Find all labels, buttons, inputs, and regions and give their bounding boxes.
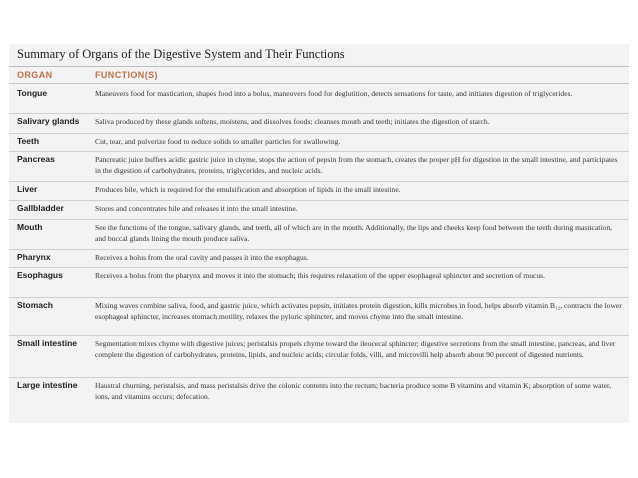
column-header-organ: ORGAN [17, 70, 53, 80]
table-row [9, 220, 629, 250]
table-row [9, 378, 629, 418]
table-row [9, 152, 629, 182]
organ-name: Pancreas [17, 154, 55, 164]
organ-function: Haustral churning, peristalsis, and mass peristalsis drive the colonic contents into the rectum; bacteria produce some B vitamins and vitamin K; absorption of some water, ions, and vitamins occurs; defecation. [95, 381, 612, 401]
organ-function: Receives a bolus from the oral cavity and passes it into the esophagus. [95, 253, 309, 262]
organ-function: Pancreatic juice buffers acidic gastric juice in chyme, stops the action of pepsin from the stomach, creates the proper pH for digestion in the small intestine, and participates in the digestion of carbohydrates, proteins, triglycerides, and nucleic acids. [95, 155, 618, 175]
table-row [9, 201, 629, 220]
organ-name: Mouth [17, 222, 43, 232]
organ-function: Mixing waves combine saliva, food, and gastric juice, which activates pepsin, initiates protein digestion, kills microbes in food, helps absorb vitamin B₁₂, contracts the lower esophageal sphincter, increases stomach motility, relaxes the pyloric sphincter, and moves chyme into the small intestine. [95, 301, 622, 321]
title-divider [9, 66, 629, 67]
organ-name: Salivary glands [17, 116, 80, 126]
organ-name: Esophagus [17, 270, 63, 280]
organ-name: Tongue [17, 88, 48, 98]
table-row [9, 134, 629, 152]
table-row [9, 298, 629, 336]
organ-function: Segmentation mixes chyme with digestive juices; peristalsis propels chyme toward the ileocecal sphincter; digestive secretions from the small intestine, pancreas, and liver complete the digestion of carbohydrates, proteins, lipids, and nucleic acids; circular folds, villi, and microvilli help absorb about 90 percent of digested nutrients. [95, 339, 616, 359]
table-row [9, 114, 629, 134]
table-row [9, 182, 629, 201]
organ-name: Teeth [17, 136, 40, 146]
organ-name: Liver [17, 184, 38, 194]
table-title: Summary of Organs of the Digestive System and Their Functions [17, 47, 345, 61]
summary-table [9, 44, 629, 423]
organ-function: Produces bile, which is required for the emulsification and absorption of lipids in the small intestine. [95, 185, 401, 194]
table-row [9, 86, 629, 114]
table-row [9, 336, 629, 378]
organ-function: Saliva produced by these glands softens, moistens, and dissolves foods; cleanses mouth and teeth; initiates the digestion of starch. [95, 117, 490, 126]
organ-function: Maneuvers food for mastication, shapes food into a bolus, maneuvers food for deglutition, detects sensations for taste, and initiates digestion of triglycerides. [95, 89, 573, 98]
organ-function: Stores and concentrates bile and releases it into the small intestine. [95, 204, 298, 213]
organ-name: Large intestine [17, 380, 78, 390]
organ-name: Stomach [17, 300, 53, 310]
organ-name: Small intestine [17, 338, 77, 348]
table-row [9, 268, 629, 298]
column-header-functions: FUNCTION(S) [95, 70, 158, 80]
organ-name: Pharynx [17, 252, 51, 262]
organ-function: See the functions of the tongue, salivary glands, and teeth, all of which are in the mouth. Additionally, the lips and cheeks keep food between the teeth during mastication, and buccal glands lining the mouth produce saliva. [95, 223, 613, 243]
organ-function: Cut, tear, and pulverize food to reduce solids to smaller particles for swallowing. [95, 137, 341, 146]
organ-function: Receives a bolus from the pharynx and moves it into the stomach; this requires relaxation of the upper esophageal sphincter and secretion of mucus. [95, 271, 546, 280]
header-divider [9, 83, 629, 84]
table-row [9, 250, 629, 268]
organ-name: Gallbladder [17, 203, 64, 213]
